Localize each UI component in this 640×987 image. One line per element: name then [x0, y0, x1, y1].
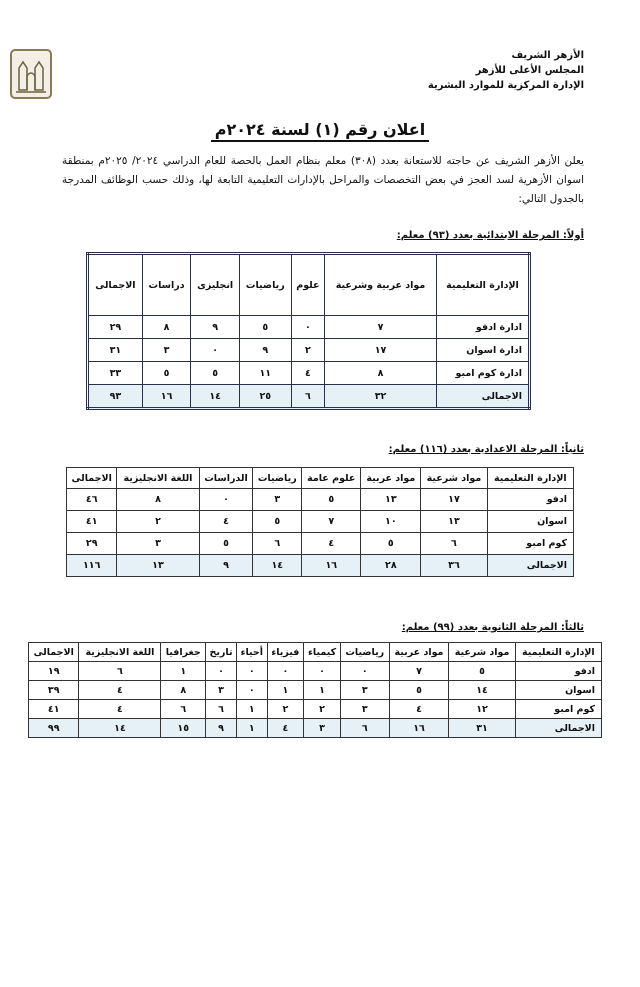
- column-header: الإدارة التعليمية: [436, 254, 529, 316]
- table-cell: ١١٦: [67, 555, 117, 577]
- announcement-title: [0, 120, 640, 139]
- table-cell: ٥: [199, 533, 253, 555]
- column-header: جغرافيا: [161, 643, 205, 662]
- table-cell: ٥: [142, 362, 191, 385]
- al-azhar-logo-icon: [8, 46, 54, 102]
- table-cell: ٣: [117, 533, 199, 555]
- section-preparatory-heading: ثانياً: المرحلة الاعدادية بعدد (١١٦) معلم:: [388, 444, 584, 455]
- column-header: علوم: [291, 254, 324, 316]
- table-cell: ٣٢: [325, 385, 437, 409]
- table-cell: ١٥: [161, 719, 205, 738]
- table-cell: ٣٦: [421, 555, 487, 577]
- table-cell: ١: [161, 662, 205, 681]
- column-header: انجليزى: [191, 254, 240, 316]
- column-header: مواد عربية وشرعية: [325, 254, 437, 316]
- column-header: مواد عربية: [361, 468, 421, 489]
- column-header: الإدارة التعليمية: [515, 643, 601, 662]
- table-cell: ٥: [389, 681, 449, 700]
- table-cell: ٥: [239, 316, 291, 339]
- table-cell: ١٩: [29, 662, 79, 681]
- table-cell: ٢٥: [239, 385, 291, 409]
- table-cell: ١٤: [79, 719, 161, 738]
- table-cell: ٠: [304, 662, 341, 681]
- table-row: [88, 362, 530, 385]
- column-header: فيزياء: [267, 643, 304, 662]
- table-cell: ٨: [325, 362, 437, 385]
- table-cell: ١٧: [325, 339, 437, 362]
- table-cell: ٠: [237, 681, 267, 700]
- table-row: [29, 700, 602, 719]
- row-label: الاجمالى: [436, 385, 529, 409]
- letterhead-line-2: المجلس الأعلى للأزهر: [475, 65, 584, 76]
- column-header: الإدارة التعليمية: [487, 468, 573, 489]
- row-label: ادارة كوم امبو: [436, 362, 529, 385]
- table-cell: ٥: [361, 533, 421, 555]
- table-cell: ٨: [142, 316, 191, 339]
- table-cell: ٦: [421, 533, 487, 555]
- table-cell: ٣٣: [88, 362, 143, 385]
- table-total-row: [88, 385, 530, 409]
- table-cell: ٢٩: [67, 533, 117, 555]
- table-cell: ٣: [304, 719, 341, 738]
- table-cell: ١٠: [361, 511, 421, 533]
- table-cell: ٥: [302, 489, 361, 511]
- column-header: الدراسات: [199, 468, 253, 489]
- table-cell: ١: [237, 700, 267, 719]
- column-header: مواد شرعية: [421, 468, 487, 489]
- table-cell: ٤: [79, 681, 161, 700]
- row-label: ادارة اسوان: [436, 339, 529, 362]
- table-cell: ١٣: [421, 511, 487, 533]
- announcement-intro: يعلن الأزهر الشريف عن حاجته للاستعانة بعدد (٣٠٨) معلم بنظام العمل بالحصة للعام الدراسي ٢٠٢٤/ ٢٠٢٥م بمنطقة اسوان الأزهرية لسد العجز في بعض التخصصات والمراحل بالإدارات التعليمية التابعة لها، وذلك حسب الوظائف المدرجة بالجدول التالي:: [62, 155, 584, 205]
- table-cell: ٠: [191, 339, 240, 362]
- table-cell: ٤١: [29, 700, 79, 719]
- table-cell: ١٣: [117, 555, 199, 577]
- table-cell: ٤: [199, 511, 253, 533]
- table-cell: ٩: [199, 555, 253, 577]
- column-header: كيمياء: [304, 643, 341, 662]
- table-cell: ٨: [161, 681, 205, 700]
- row-label: الاجمالى: [515, 719, 601, 738]
- table-cell: ٢٨: [361, 555, 421, 577]
- table-total-row: [29, 719, 602, 738]
- table-cell: ٦: [79, 662, 161, 681]
- row-label: اسوان: [515, 681, 601, 700]
- table-cell: ٤: [79, 700, 161, 719]
- table-cell: ١: [267, 681, 304, 700]
- column-header: رياضيات: [239, 254, 291, 316]
- column-header: اللغة الانجليزية: [117, 468, 199, 489]
- preparatory-stage-table: [66, 467, 574, 577]
- column-header: مواد عربية: [389, 643, 449, 662]
- table-cell: ١١: [239, 362, 291, 385]
- table-cell: ٦: [253, 533, 302, 555]
- primary-stage-table: [86, 252, 531, 410]
- table-cell: ٧: [389, 662, 449, 681]
- table-cell: ٣: [142, 339, 191, 362]
- table-cell: ٣٩: [29, 681, 79, 700]
- table-cell: ٢٩: [88, 316, 143, 339]
- table-cell: ٠: [199, 489, 253, 511]
- table-cell: ٣: [253, 489, 302, 511]
- column-header: اللغة الانجليزية: [79, 643, 161, 662]
- table-cell: ٤: [302, 533, 361, 555]
- table-row: [67, 489, 574, 511]
- row-label: اسوان: [487, 511, 573, 533]
- table-cell: ٠: [237, 662, 267, 681]
- column-header: تاريخ: [205, 643, 236, 662]
- table-row: [88, 316, 530, 339]
- table-cell: ٩٩: [29, 719, 79, 738]
- secondary-stage-table: [28, 642, 602, 738]
- table-row: [29, 662, 602, 681]
- row-label: ادفو: [515, 662, 601, 681]
- table-header-row: [88, 254, 530, 316]
- row-label: ادارة ادفو: [436, 316, 529, 339]
- table-cell: ١٤: [191, 385, 240, 409]
- table-cell: ٣: [205, 681, 236, 700]
- table-row: [67, 511, 574, 533]
- section-secondary-heading: ثالثاً: المرحلة الثانوية بعدد (٩٩) معلم:: [401, 622, 584, 633]
- column-header: الاجمالى: [88, 254, 143, 316]
- table-total-row: [67, 555, 574, 577]
- table-header-row: [29, 643, 602, 662]
- table-cell: ١٤: [449, 681, 515, 700]
- table-cell: ١٢: [449, 700, 515, 719]
- table-cell: ١: [237, 719, 267, 738]
- table-cell: ١٣: [361, 489, 421, 511]
- table-cell: ٦: [205, 700, 236, 719]
- table-cell: ٠: [205, 662, 236, 681]
- table-cell: ٦: [291, 385, 324, 409]
- table-cell: ٣: [340, 700, 389, 719]
- table-cell: ٤١: [67, 511, 117, 533]
- table-cell: ٣: [340, 681, 389, 700]
- table-cell: ٠: [267, 662, 304, 681]
- column-header: مواد شرعية: [449, 643, 515, 662]
- table-cell: ٢: [117, 511, 199, 533]
- column-header: رياضيات: [253, 468, 302, 489]
- table-cell: ٧: [325, 316, 437, 339]
- table-cell: ٣١: [449, 719, 515, 738]
- table-cell: ١: [304, 681, 341, 700]
- table-cell: ٢: [267, 700, 304, 719]
- table-cell: ٥: [253, 511, 302, 533]
- table-cell: ٩: [191, 316, 240, 339]
- table-cell: ٢: [291, 339, 324, 362]
- table-cell: ٨: [117, 489, 199, 511]
- table-cell: ٠: [291, 316, 324, 339]
- table-cell: ٧: [302, 511, 361, 533]
- table-cell: ١٦: [389, 719, 449, 738]
- column-header: أحياء: [237, 643, 267, 662]
- table-cell: ٠: [340, 662, 389, 681]
- column-header: الاجمالى: [29, 643, 79, 662]
- table-cell: ٥: [191, 362, 240, 385]
- table-cell: ١٤: [253, 555, 302, 577]
- column-header: دراسات: [142, 254, 191, 316]
- table-row: [88, 339, 530, 362]
- table-cell: ٦: [161, 700, 205, 719]
- row-label: ادفو: [487, 489, 573, 511]
- row-label: الاجمالى: [487, 555, 573, 577]
- table-cell: ٣١: [88, 339, 143, 362]
- table-cell: ١٧: [421, 489, 487, 511]
- table-cell: ١٦: [142, 385, 191, 409]
- column-header: الاجمالى: [67, 468, 117, 489]
- letterhead-line-1: الأزهر الشريف: [511, 50, 584, 61]
- table-cell: ٤: [267, 719, 304, 738]
- column-header: علوم عامة: [302, 468, 361, 489]
- table-cell: ٤: [389, 700, 449, 719]
- table-cell: ٩: [239, 339, 291, 362]
- announcement-title-text: اعلان رقم (١) لسنة ٢٠٢٤م: [211, 120, 429, 142]
- table-cell: ٩: [205, 719, 236, 738]
- table-cell: ٥: [449, 662, 515, 681]
- table-header-row: [67, 468, 574, 489]
- letterhead-line-3: الإدارة المركزية للموارد البشرية: [427, 80, 584, 91]
- table-cell: ٤٦: [67, 489, 117, 511]
- row-label: كوم امبو: [515, 700, 601, 719]
- table-cell: ٢: [304, 700, 341, 719]
- table-cell: ١٦: [302, 555, 361, 577]
- table-cell: ٤: [291, 362, 324, 385]
- row-label: كوم امبو: [487, 533, 573, 555]
- letterhead: [428, 48, 584, 93]
- table-row: [67, 533, 574, 555]
- section-primary-heading: أولاً: المرحلة الابتدائية بعدد (٩٣) معلم:: [396, 230, 584, 241]
- table-cell: ٩٣: [88, 385, 143, 409]
- table-cell: ٦: [340, 719, 389, 738]
- column-header: رياضيات: [340, 643, 389, 662]
- table-row: [29, 681, 602, 700]
